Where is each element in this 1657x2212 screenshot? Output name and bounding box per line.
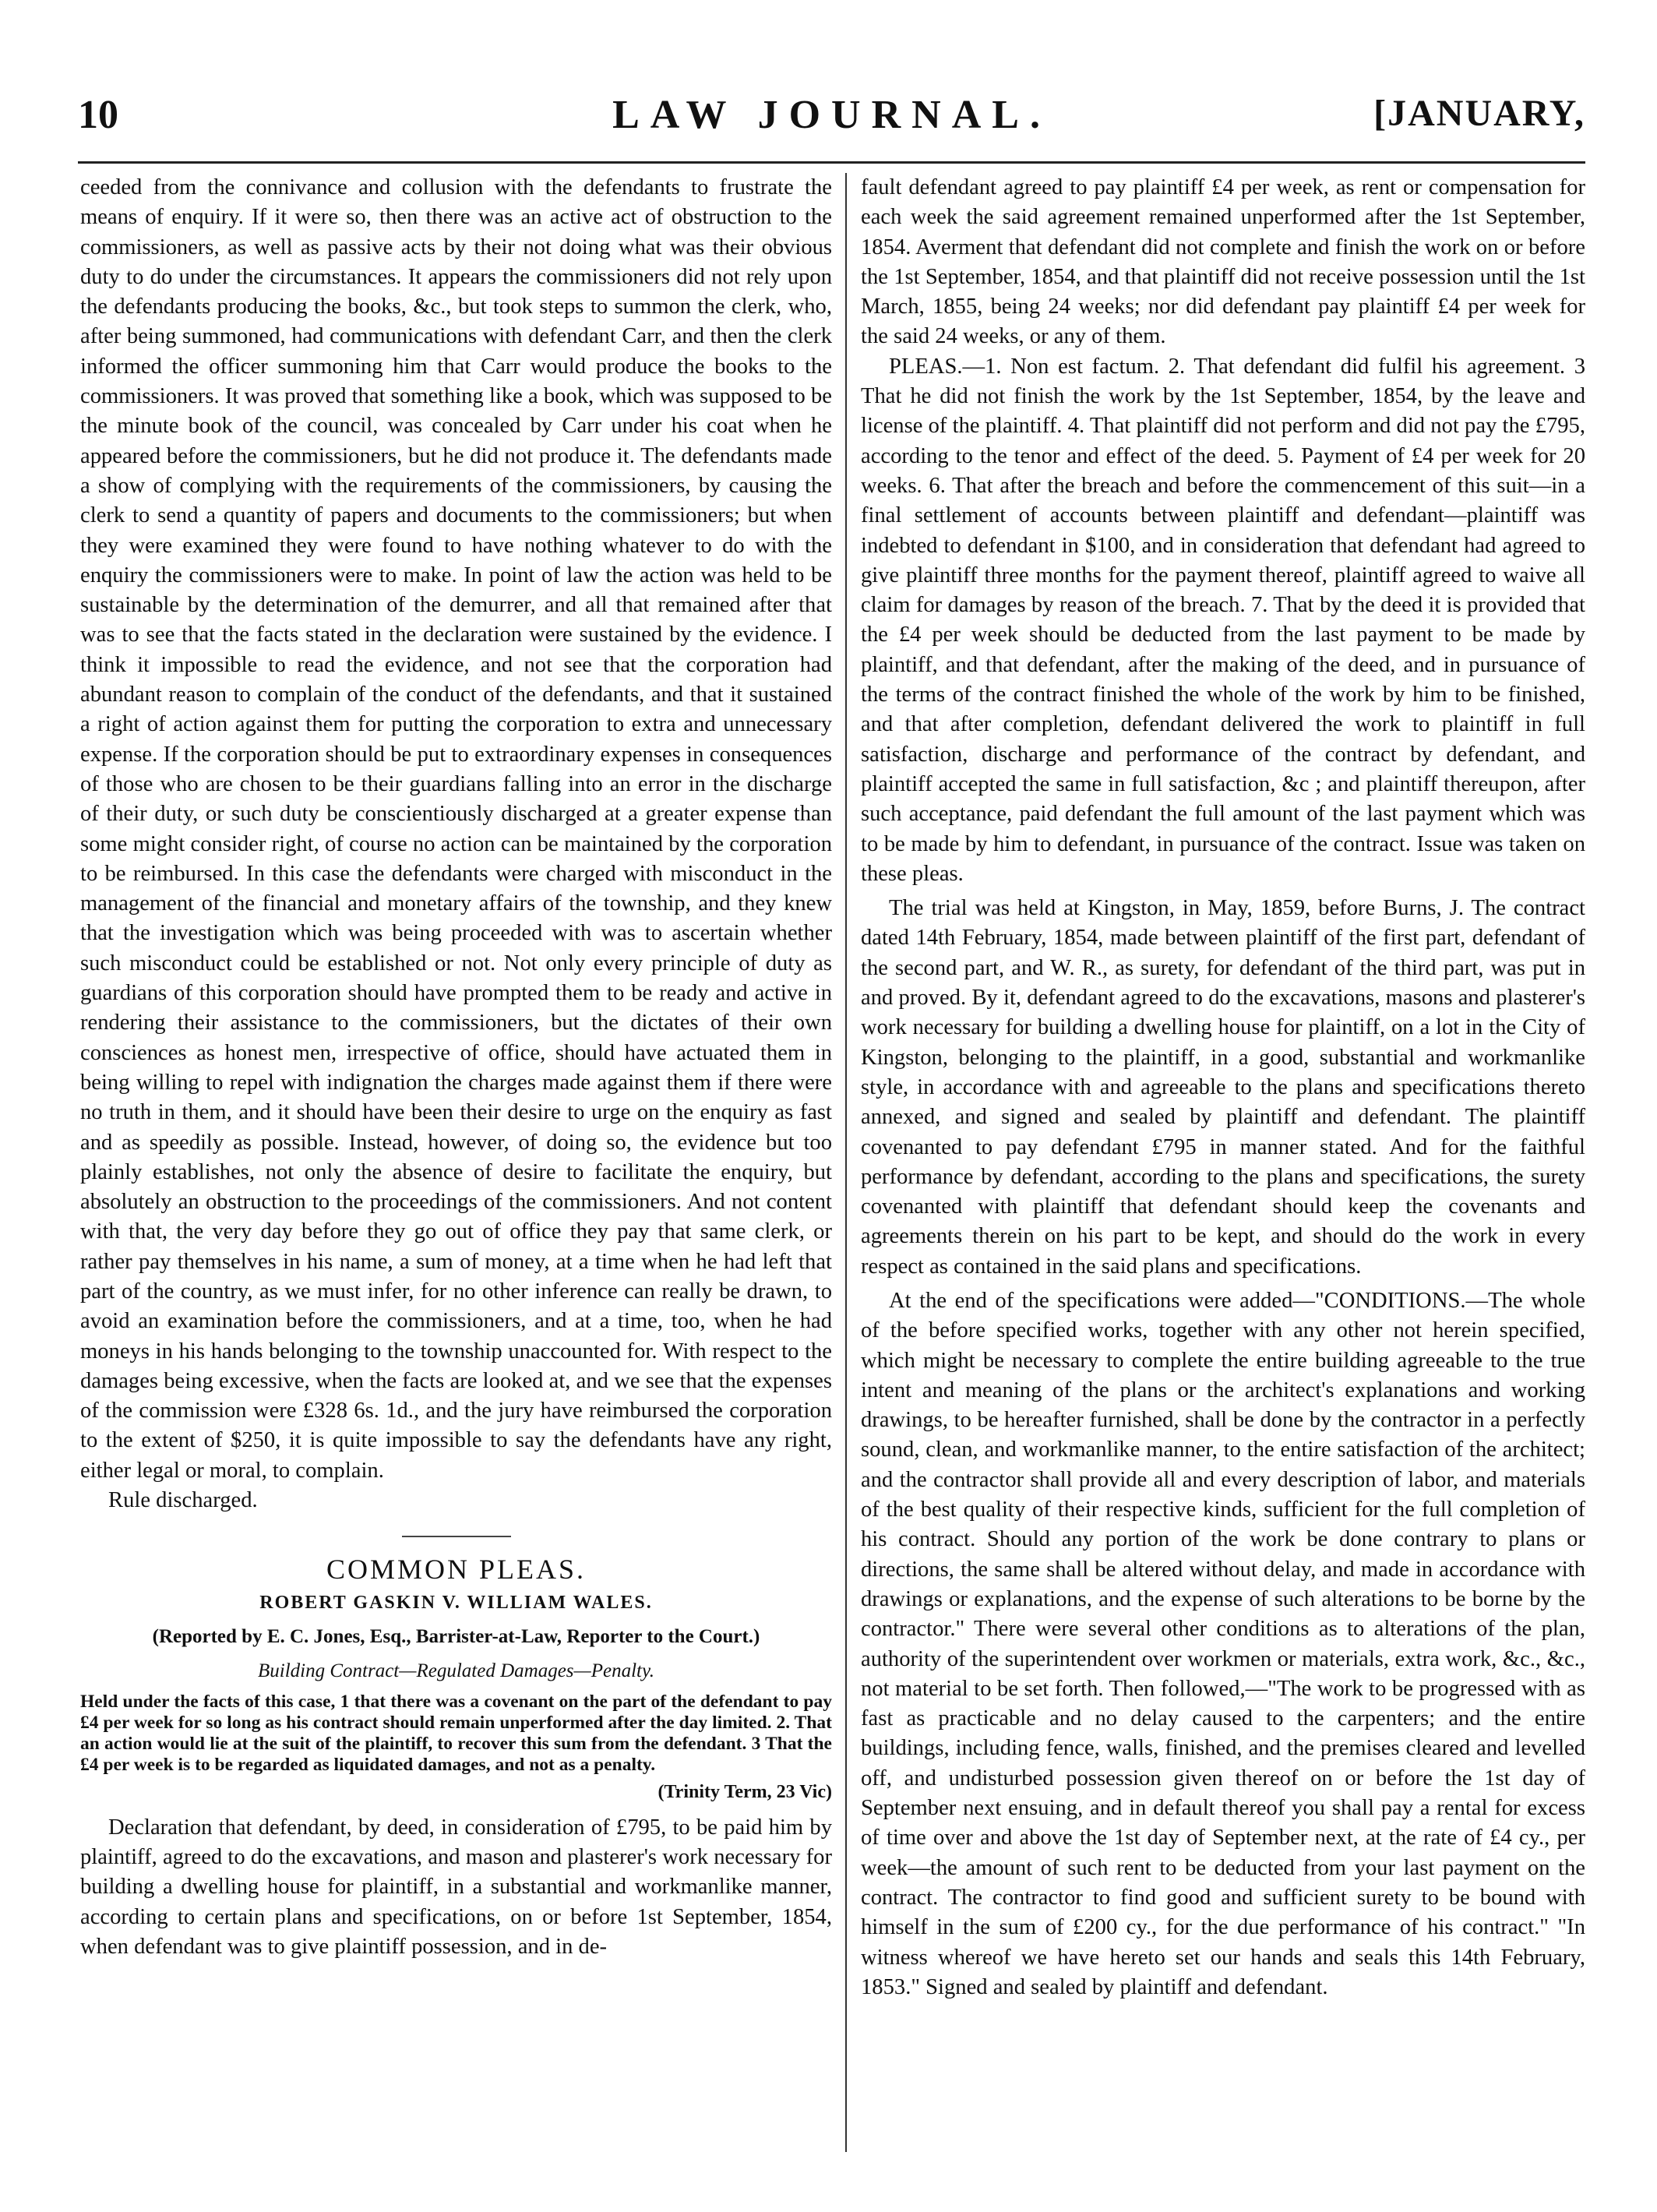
- running-head: [78, 92, 1585, 154]
- journal-title: LAW JOURNAL.: [612, 93, 1051, 137]
- case-subject: Building Contract—Regulated Damages—Penalty.: [258, 1660, 654, 1682]
- trial-paragraph: The trial was held at Kingston, in May, 1859, before Burns, J. The contract dated 14th February, 1854, made between plaintiff of the first part, defendant of the second part, and W. R., as surety, for defendant of the third part, was put in and proved. By it, defendant agreed to do the excavations, masons and plasterer's work necessary for building a dwelling house for plaintiff, on a lot in the City of Kingston, belonging to the plaintiff, in a good, substantial and workmanlike style, in accordance with and agreeable to the plans and specifications thereto annexed, and signed and sealed by plaintiff and defendant. The plaintiff covenanted to pay defendant £795 in manner stated. And for the faithful performance by defendant, according to the plans and specifications, the surety covenanted with plaintiff that defendant should keep the covenants and agreements therein on his part to be kept, and should do the work in every respect as contained in the said plans and specifications.: [861, 896, 1585, 1279]
- section-heading: COMMON PLEAS.: [326, 1554, 587, 1586]
- case-title: ROBERT GASKIN V. WILLIAM WALES.: [259, 1592, 653, 1613]
- header-rule: [78, 161, 1585, 164]
- column-divider: [845, 173, 847, 2152]
- section-separator: [402, 1536, 511, 1537]
- body-paragraph: fault defendant agreed to pay plaintiff £4 per week, as rent or compensation for each week the said agreement remained unperformed after the 1st September, 1854. Averment that defendant did not complete and finish the work on or before the 1st September, 1854, and that plaintiff did not receive possession until the 1st March, 1855, being 24 weeks; nor did defendant pay plaintiff £4 per week for the said 24 weeks, or any of them.: [861, 175, 1585, 349]
- page-number: 10: [78, 93, 118, 137]
- right-column: [861, 173, 1585, 2002]
- body-paragraph: ceeded from the connivance and collusion with the defendants to frustrate the means of enquiry. If it were so, then there was an active act of obstruction to the commissioners, as well as passive acts by their not doing what was their obvious duty to do under the circumstances. It appears the commissioners did not rely upon the defendants producing the books, &c., but took steps to summon the clerk, who, after being summoned, had communications with defendant Carr, and then the clerk informed the officer summoning him that Carr would produce the books to the commissioners. It was proved that something like a book, which was supposed to be the minute book of the council, was concealed by Carr under his coat when he appeared before the commissioners, but he did not produce it. The defendants made a show of complying with the requirements of the commissioners, by causing the clerk to send a quantity of papers and documents to the commissioners; but when they were examined they were found to have nothing whatever to do with the enquiry the commissioners were to make. In point of law the action was held to be sustainable by the determination of the demurrer, and all that remained after that was to see that the facts stated in the declaration were sustained by the evidence. I think it impossible to read the evidence, and not see that the corporation had abundant reason to complain of the conduct of the defendants, and that it sustained a right of action against them for putting the corporation to extra and unnecessary expense. If the corporation should be put to extraordinary expenses in consequences of those who are chosen to be their guardians falling into an error in the discharge of their duty, or such duty be conscientiously discharged at a greater expense than some might consider right, of course no action can be maintained by the corporation to be reimbursed. In this case the defendants were charged with misconduct in the management of the financial and monetary affairs of the township, and they knew that the investigation which was being proceeded with was to ascertain whether such misconduct could be established or not. Not only every principle of duty as guardians of this corporation should have prompted them to be ready and active in rendering their assistance to the commissioners, but the dictates of their own consciences as honest men, irrespective of office, should have actuated them in being willing to repel with indignation the charges made against them if there were no truth in them, and it should have been their desire to urge on the enquiry as fast and as speedily as possible. Instead, however, of doing so, the evidence but too plainly establishes, not only the absence of desire to facilitate the enquiry, but absolutely an obstruction to the proceedings of the commissioners. And not content with that, the very day before they go out of office they pay that same clerk, or rather pay themselves in his name, a sum of money, at a time when he had left that part of the country, as we must infer, for no other inference can really be drawn, to avoid an examination before the commissioners, and at a time, too, when he had moneys in his hands belonging to the township unaccounted for. With respect to the damages being excessive, when the facts are looked at, and we see that the expenses of the commission were £328 6s. 1d., and the jury have reimbursed the corporation to the extent of $250, it is quite impossible to say the defendants have any right, either legal or moral, to complain.: [80, 175, 832, 1483]
- issue-month: [JANUARY,: [1373, 93, 1585, 134]
- pleas-paragraph: PLEAS.—1. Non est factum. 2. That defendant did fulfil his agreement. 3 That he did not finish the work by the 1st September, 1854, by the leave and license of the plaintiff. 4. That plaintiff did not perform and did not pay the £795, according to the tenor and effect of the deed. 5. Payment of £4 per week for 20 weeks. 6. That after the breach and before the commencement of this suit—in a final settlement of accounts between plaintiff and defendant—plaintiff was indebted to defendant in $100, and in consideration that defendant had agreed to give plaintiff three months for the payment thereof, plaintiff agreed to waive all claim for damages by reason of the breach. 7. That by the deed it is provided that the £4 per week should be deducted from the last payment to be made by plaintiff, and that defendant, after the making of the deed, and in pursuance of the terms of the contract finished the whole of the work by him to be finished, and that after completion, defendant delivered the work to plaintiff in full satisfaction, discharge and performance of the contract by defendant, and plaintiff accepted the same in full satisfaction, &c ; and plaintiff thereupon, after such acceptance, paid defendant the full amount of the last payment which was to be made by him to defendant, in pursuance of the contract. Issue was taken on these pleas.: [861, 354, 1585, 886]
- declaration-paragraph: Declaration that defendant, by deed, in consideration of £795, to be paid him by plaintiff, agreed to do the excavations, and mason and plasterer's work necessary for building a dwelling house for plaintiff, in a substantial and workmanlike manner, according to certain plans and specifications, on or before 1st September, 1854, when defendant was to give plaintiff possession, and in de-: [80, 1815, 832, 1960]
- left-column: [80, 173, 832, 1962]
- conditions-paragraph: At the end of the specifications were added—"CONDITIONS.—The whole of the before specified works, together with any other not herein specified, which might be necessary to complete the entire building agreeable to the true intent and meaning of the plans or the architect's explanations and working drawings, to be hereafter furnished, shall be done by the contractor in a perfectly sound, clean, and workmanlike manner, to the entire satisfaction of the architect; and the contractor shall provide all and every description of labor, and materials of the best quality of their respective kinds, sufficient for the full completion of his contract. Should any portion of the work be done contrary to plans or directions, the same shall be altered without delay, and made in accordance with drawings or explanations, and the expense of such alterations to be borne by the contractor." There were several other conditions as to alterations of the plan, authority of the superintendent over workmen or materials, extra work, &c., &c., not material to be set forth. Then followed,—"The work to be progressed with as fast as practicable and no delay caused to the carpenters; and the entire buildings, including fence, walls, finished, and the premises cleared and levelled off, and undisturbed possession given thereof on or before the 1st day of September next ensuing, and in default thereof you shall pay a rental for excess of time over and above the 1st day of September next, at the rate of £4 cy., per week—the amount of such rent to be deducted from your last payment on the contract. The contractor to find good and sufficient surety to be bound with himself in the sum of £200 cy., for the due performance of his contract." "In witness whereof we have hereto set our hands and seals this 14th February, 1853." Signed and sealed by plaintiff and defendant.: [861, 1288, 1585, 1999]
- headnote: Held under the facts of this case, 1 that there was a covenant on the part of the defendant to pay £4 per week for so long as his contract should remain unperformed after the day limited. 2. That an action would lie at the suit of the plaintiff, to recover this sum from the defendant. 3 That the £4 per week is to be regarded as liquidated damages, and not as a penalty.: [80, 1691, 832, 1775]
- reporter-line: (Reported by E. C. Jones, Esq., Barrister-at-Law, Reporter to the Court.): [152, 1625, 760, 1647]
- ruling: Rule discharged.: [108, 1488, 258, 1513]
- term-citation: (Trinity Term, 23 Vic): [658, 1781, 832, 1802]
